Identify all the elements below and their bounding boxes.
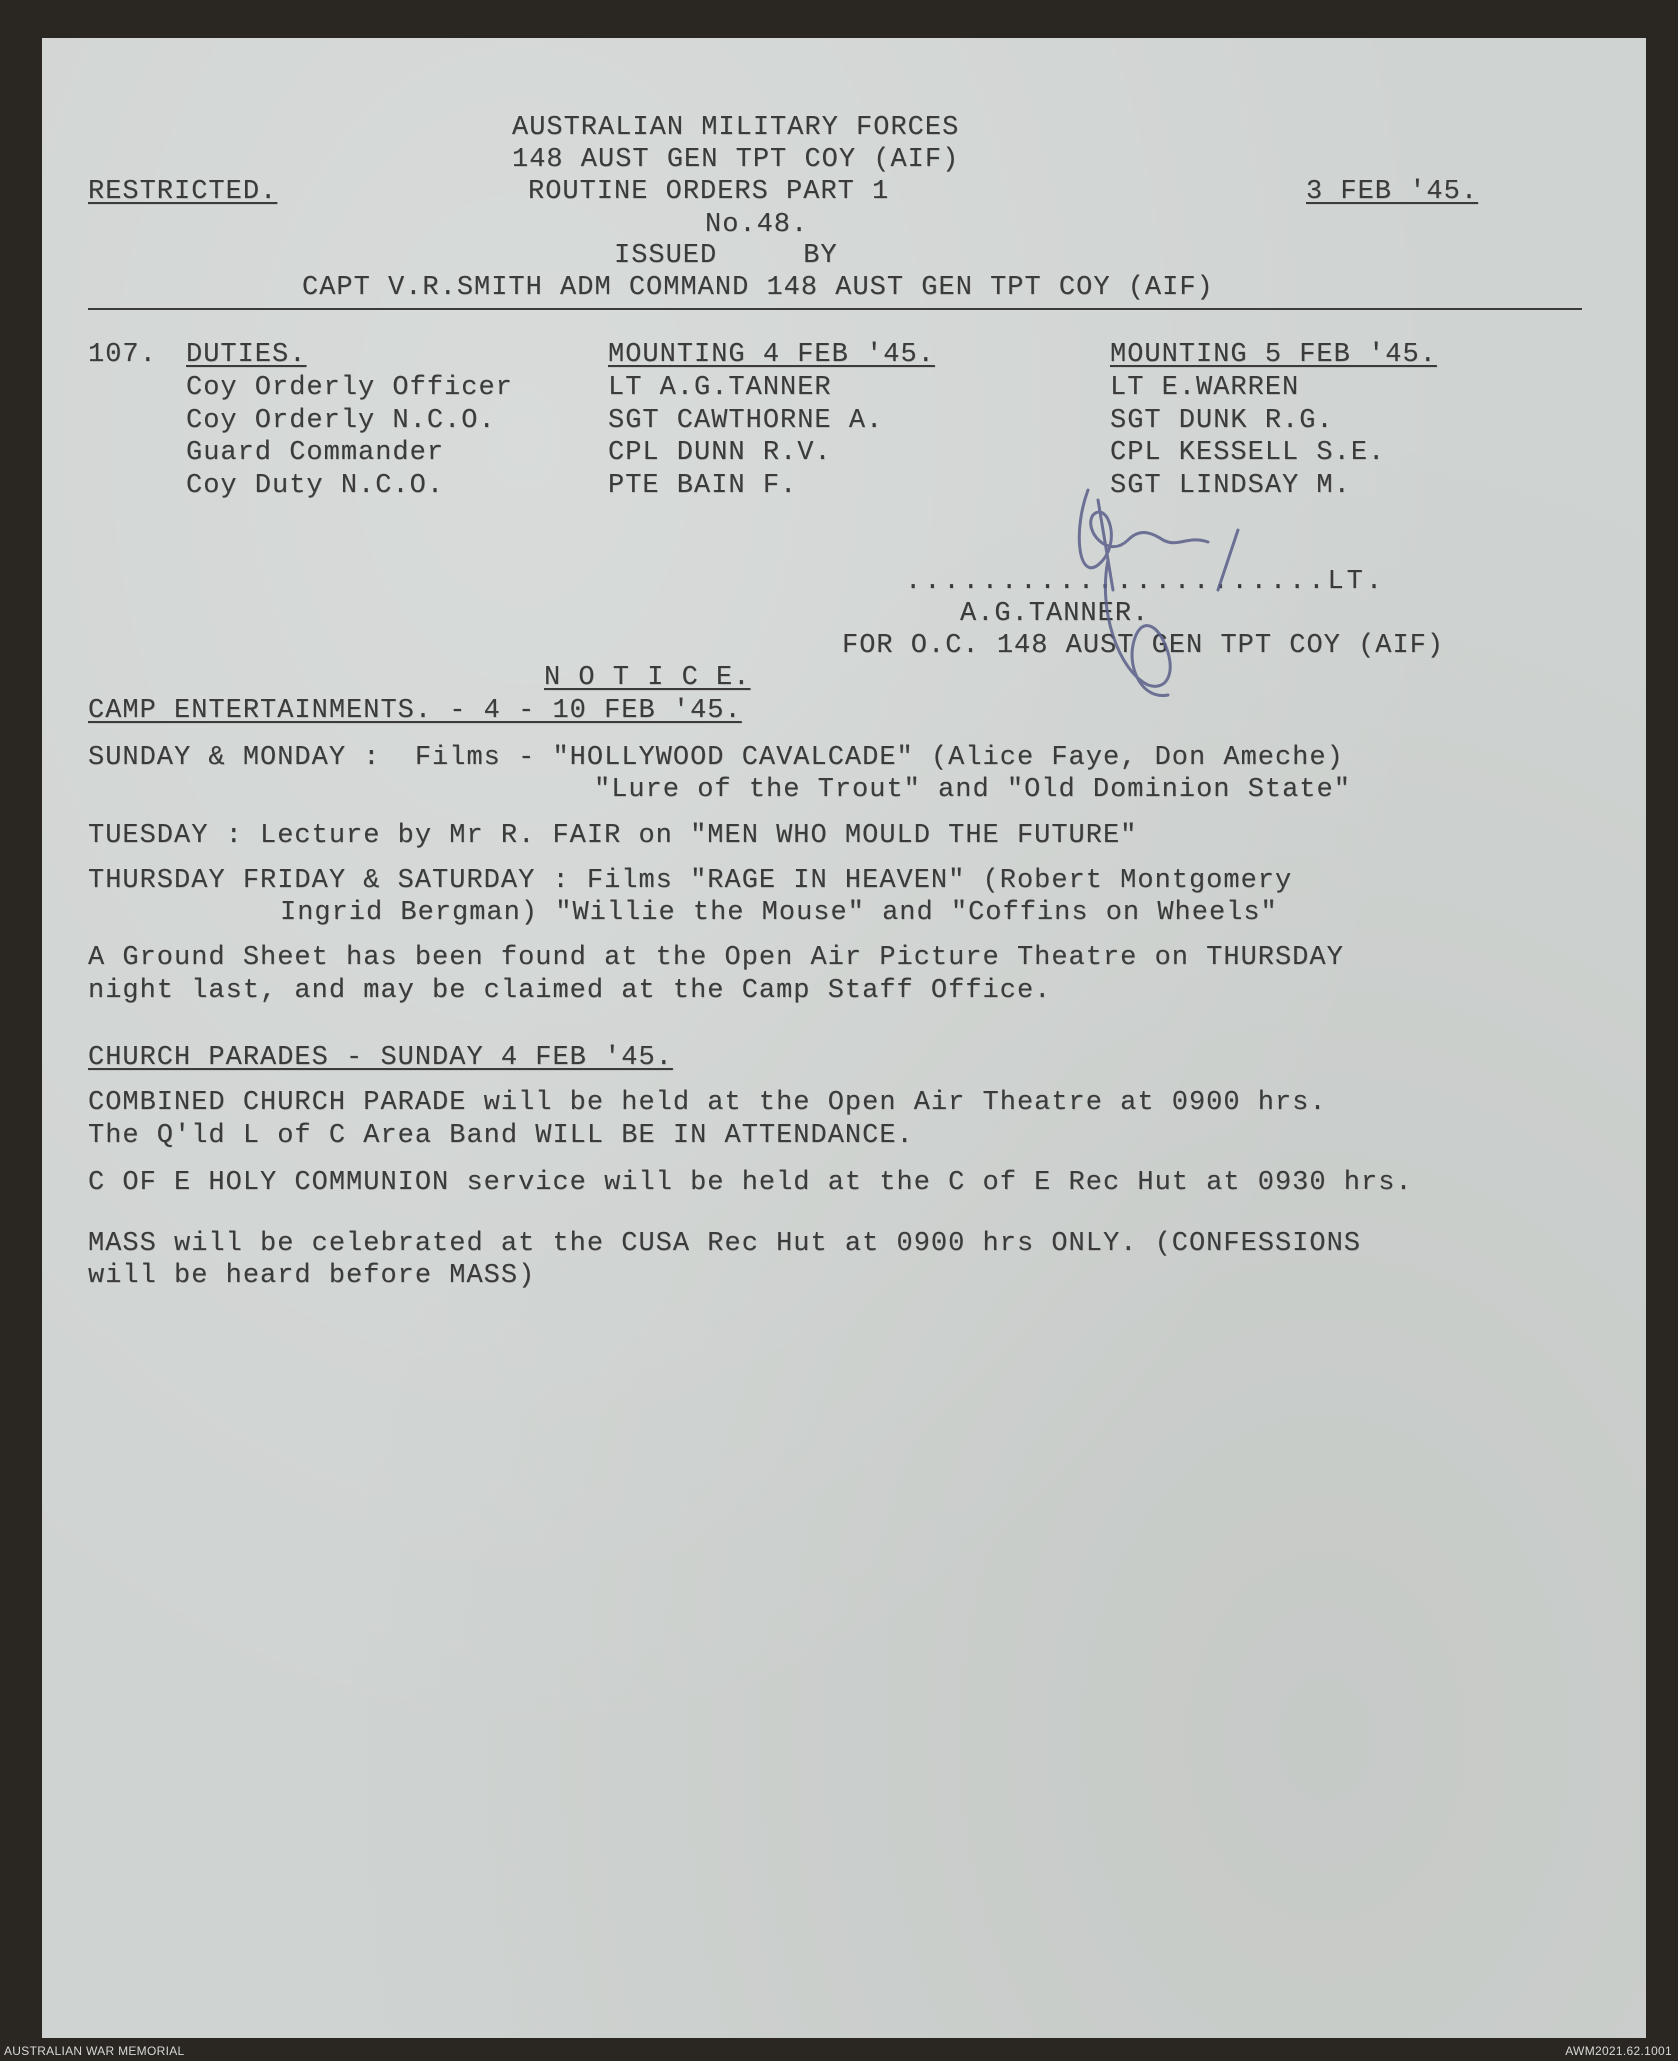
sunday-monday-line1: SUNDAY & MONDAY : Films - "HOLLYWOOD CAVALCADE" (Alice Faye, Don Ameche) [88, 743, 1344, 773]
header-issued-by: ISSUED BY [614, 241, 838, 271]
duty-day2: SGT LINDSAY M. [1110, 471, 1351, 501]
duty-day1: LT A.G.TANNER [608, 373, 832, 403]
header-routine-orders: ROUTINE ORDERS PART 1 [528, 177, 890, 207]
footer-institution: AUSTRALIAN WAR MEMORIAL [4, 2044, 185, 2058]
duties-number: 107. [88, 340, 157, 370]
church-parades-heading: CHURCH PARADES - SUNDAY 4 FEB '45. [88, 1043, 673, 1073]
document-page [42, 38, 1646, 2038]
signature-name: A.G.TANNER. [960, 599, 1150, 629]
signature-dots: ......................LT. [905, 567, 1386, 597]
tuesday-line: TUESDAY : Lecture by Mr R. FAIR on "MEN WHO MOULD THE FUTURE" [88, 821, 1138, 851]
restricted-label: RESTRICTED. [88, 177, 278, 207]
sunday-monday-line2: "Lure of the Trout" and "Old Dominion State" [594, 775, 1351, 805]
duty-role: Coy Duty N.C.O. [186, 471, 445, 501]
combined-parade-line1: COMBINED CHURCH PARADE will be held at the Open Air Theatre at 0900 hrs. [88, 1088, 1327, 1118]
duties-title: DUTIES. [186, 340, 307, 370]
footer-accession-number: AWM2021.62.1001 [1565, 2044, 1672, 2058]
duty-role: Guard Commander [186, 438, 445, 468]
combined-parade-line2: The Q'ld L of C Area Band WILL BE IN ATTENDANCE. [88, 1121, 914, 1151]
mass-line1: MASS will be celebrated at the CUSA Rec Hut at 0900 hrs ONLY. (CONFESSIONS [88, 1229, 1361, 1259]
mass-line2: will be heard before MASS) [88, 1261, 536, 1291]
camp-entertainments-heading: CAMP ENTERTAINMENTS. - 4 - 10 FEB '45. [88, 696, 742, 726]
notice-title: N O T I C E. [544, 663, 751, 693]
duty-day1: SGT CAWTHORNE A. [608, 406, 884, 436]
thursday-line1: THURSDAY FRIDAY & SATURDAY : Films "RAGE IN HEAVEN" (Robert Montgomery [88, 866, 1293, 896]
signature-for: FOR O.C. 148 AUST GEN TPT COY (AIF) [842, 631, 1445, 661]
ground-sheet-line1: A Ground Sheet has been found at the Open Air Picture Theatre on THURSDAY [88, 943, 1344, 973]
handwritten-signature-icon [1068, 470, 1258, 710]
duty-day1: PTE BAIN F. [608, 471, 798, 501]
order-date: 3 FEB '45. [1306, 177, 1479, 207]
duties-col2-heading: MOUNTING 5 FEB '45. [1110, 340, 1437, 370]
header-number: No.48. [705, 210, 809, 240]
header-issuer: CAPT V.R.SMITH ADM COMMAND 148 AUST GEN TPT COY (AIF) [302, 273, 1214, 303]
cofe-communion-line: C OF E HOLY COMMUNION service will be held at the C of E Rec Hut at 0930 hrs. [88, 1168, 1413, 1198]
duty-day2: CPL KESSELL S.E. [1110, 438, 1386, 468]
duties-col1-heading: MOUNTING 4 FEB '45. [608, 340, 935, 370]
header-forces: AUSTRALIAN MILITARY FORCES [512, 113, 960, 143]
duty-day1: CPL DUNN R.V. [608, 438, 832, 468]
duty-day2: SGT DUNK R.G. [1110, 406, 1334, 436]
header-unit: 148 AUST GEN TPT COY (AIF) [512, 145, 960, 175]
ground-sheet-line2: night last, and may be claimed at the Camp Staff Office. [88, 976, 1052, 1006]
thursday-line2: Ingrid Bergman) "Willie the Mouse" and "Coffins on Wheels" [280, 898, 1278, 928]
duty-day2: LT E.WARREN [1110, 373, 1300, 403]
duty-role: Coy Orderly N.C.O. [186, 406, 496, 436]
duty-role: Coy Orderly Officer [186, 373, 513, 403]
header-rule [88, 308, 1582, 310]
